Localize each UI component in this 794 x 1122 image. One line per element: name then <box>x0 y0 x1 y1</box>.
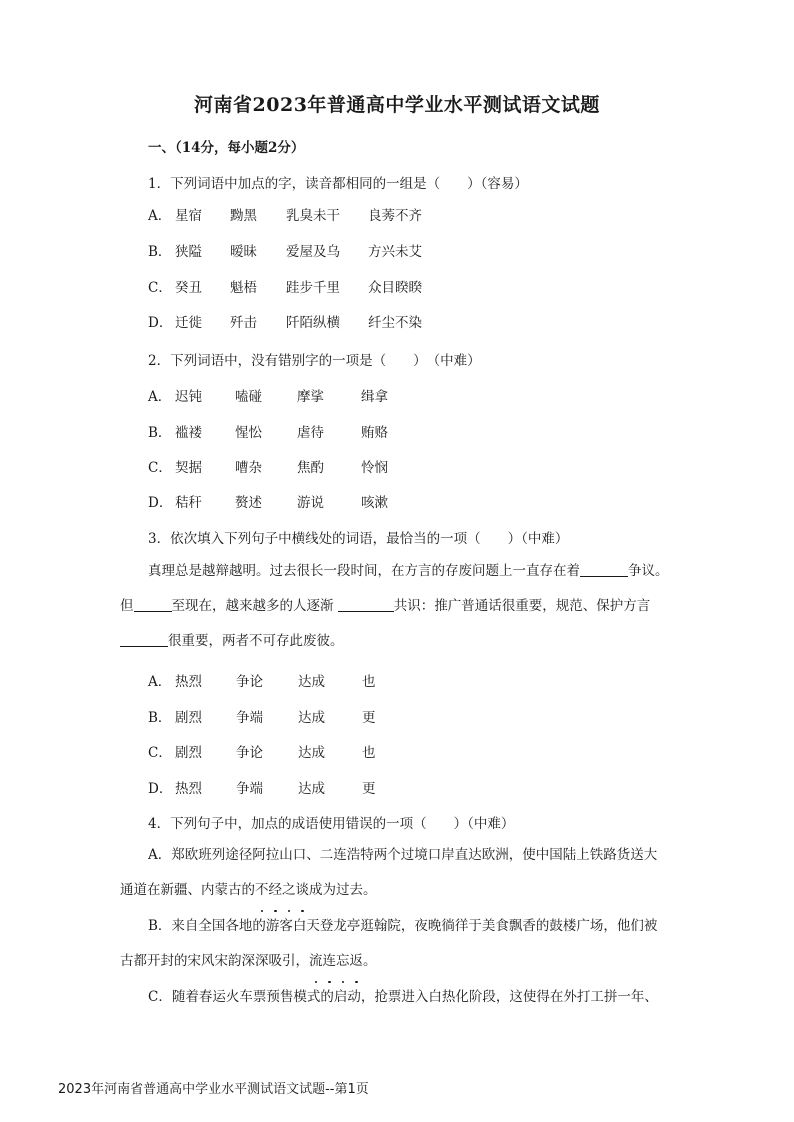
option-word: 达成 <box>298 710 325 726</box>
option-word: 游说 <box>297 495 324 511</box>
option-key: B． <box>148 425 172 441</box>
passage-text: 真理总是越辩越明。过去很长一段时间，在方言的存废问题上一直存在着 <box>148 563 580 579</box>
fill-blank <box>338 597 394 612</box>
dotted-char: 流 <box>309 944 323 979</box>
question-2-stem: 2．下列词语中，没有错别字的一项是（ ） （中难） <box>148 353 481 369</box>
option-word: 纤尘不染 <box>368 315 422 331</box>
option-word: 热烈 <box>175 781 202 797</box>
option-word: 缉拿 <box>361 389 388 405</box>
option-word: 剧烈 <box>175 710 202 726</box>
option-word: 嗑碰 <box>235 389 262 405</box>
option-key: C． <box>148 460 172 476</box>
q1-option-b <box>148 240 422 260</box>
fill-blank <box>120 632 168 647</box>
question-3-stem: 3．依次填入下列句子中横线处的词语，最恰当的一项（ ）（中难） <box>148 531 569 547</box>
q3-option-c <box>148 741 376 761</box>
option-key: D． <box>148 315 173 331</box>
passage-line <box>120 554 685 589</box>
passage-text: 至现在，越来越多的人逐渐 <box>171 598 338 614</box>
option-word: 达成 <box>298 781 325 797</box>
dotted-char: 忘 <box>336 944 350 979</box>
q1-option-c <box>148 276 422 296</box>
option-word: 虐待 <box>297 425 324 441</box>
option-key: C． <box>148 280 172 296</box>
option-word: 方兴未艾 <box>368 244 422 260</box>
q3-option-a <box>148 670 376 690</box>
q2-option-a <box>148 385 388 405</box>
passage-text: 共识：推广普通话很重要，规范、保护方言 <box>393 598 651 614</box>
passage-text: 通道在新疆、内蒙古的 <box>120 882 255 898</box>
dotted-char: 经 <box>269 873 283 908</box>
option-word: 跬步千里 <box>286 280 340 296</box>
option-word: 争端 <box>236 710 263 726</box>
passage-line <box>120 589 685 624</box>
option-word: 争端 <box>236 781 263 797</box>
option-key: C． <box>148 745 172 761</box>
option-word: 迁徙 <box>175 315 202 331</box>
page-footer: 2023年河南省普通高中学业水平测试语文试题--第1页 <box>58 1082 369 1097</box>
option-word: 争论 <box>236 745 263 761</box>
option-word: 良莠不齐 <box>368 208 422 224</box>
option-word: 嘈杂 <box>235 460 262 476</box>
passage-line: A．郑欧班列途径阿拉山口、二连浩特两个过境口岸直达欧洲，使中国陆上铁路货送大 <box>148 847 658 863</box>
question-1-stem: 1．下列词语中加点的字，读音都相同的一组是（ ）（容易） <box>148 176 528 192</box>
option-word: 星宿 <box>175 208 202 224</box>
option-word: 阡陌纵横 <box>286 315 340 331</box>
passage-line <box>120 624 685 659</box>
option-word: 咳漱 <box>361 495 388 511</box>
option-word: 赘述 <box>235 495 262 511</box>
dotted-char: 连 <box>323 944 337 979</box>
option-word: 怜悯 <box>361 460 388 476</box>
q1-option-a <box>148 204 422 224</box>
option-word: 秸秆 <box>175 495 202 511</box>
q4-option-c <box>120 980 685 1015</box>
option-word: 争论 <box>236 674 263 690</box>
dotted-char: 返 <box>350 944 364 979</box>
passage-text: 很重要，两者不可存此废彼。 <box>168 633 344 649</box>
option-word: 更 <box>362 710 376 726</box>
q3-option-d <box>148 777 376 797</box>
option-word: 也 <box>362 745 376 761</box>
q2-option-c <box>148 456 388 476</box>
option-word: 迟钝 <box>175 389 202 405</box>
option-word: 癸丑 <box>175 280 202 296</box>
option-word: 众目睽睽 <box>368 280 422 296</box>
passage-text: 成为过去。 <box>309 882 377 898</box>
passage-text: 。 <box>363 953 377 969</box>
option-word: 达成 <box>298 674 325 690</box>
passage-line: B．来自全国各地的游客白天登龙亭逛翰院，夜晚徜徉于美食飘香的鼓楼广场，他们被 <box>148 918 658 934</box>
option-key: A． <box>148 208 172 224</box>
q1-option-d <box>148 311 422 331</box>
q4-option-b <box>120 909 685 979</box>
option-word: 褴褛 <box>175 425 202 441</box>
option-key: B． <box>148 710 172 726</box>
option-word: 契据 <box>175 460 202 476</box>
passage-line: C．随着春运火车票预售模式的启动，抢票进入白热化阶段，这使得在外打工拼一年、 <box>148 989 658 1005</box>
option-key: A． <box>148 674 172 690</box>
option-word: 达成 <box>298 745 325 761</box>
option-word: 黝黑 <box>230 208 257 224</box>
passage-text: 争议。 <box>628 563 669 579</box>
passage-text: 古都开封的宋风宋韵深深吸引， <box>120 953 309 969</box>
q4-option-a <box>120 838 685 908</box>
option-word: 魁梧 <box>230 280 257 296</box>
option-word: 乳臭未干 <box>286 208 340 224</box>
q2-option-b <box>148 421 388 441</box>
option-word: 惺忪 <box>235 425 262 441</box>
page-title: 河南省2023年普通高中学业水平测试语文试题 <box>194 94 600 116</box>
passage-line <box>120 873 685 908</box>
question-4-stem: 4．下列句子中，加点的成语使用错误的一项（ ）（中难） <box>148 816 515 832</box>
dotted-char: 之 <box>282 873 296 908</box>
option-word: 歼击 <box>230 315 257 331</box>
option-word: 更 <box>362 781 376 797</box>
q2-option-d <box>148 491 388 511</box>
option-word: 爱屋及乌 <box>286 244 340 260</box>
dotted-char: 谈 <box>296 873 310 908</box>
option-word: 也 <box>362 674 376 690</box>
passage-line <box>120 944 685 979</box>
section-heading: 一、（14分，每小题2分） <box>148 140 305 156</box>
option-word: 焦酌 <box>297 460 324 476</box>
option-key: B． <box>148 244 172 260</box>
option-word: 热烈 <box>175 674 202 690</box>
option-word: 暧昧 <box>230 244 257 260</box>
q3-option-b <box>148 706 376 726</box>
option-word: 狭隘 <box>175 244 202 260</box>
option-key: D． <box>148 495 173 511</box>
passage-text: 但 <box>120 598 134 614</box>
option-word: 剧烈 <box>175 745 202 761</box>
option-word: 贿赂 <box>361 425 388 441</box>
fill-blank <box>134 597 172 612</box>
fill-blank <box>580 562 628 577</box>
option-key: D． <box>148 781 173 797</box>
option-word: 摩挲 <box>297 389 324 405</box>
option-key: A． <box>148 389 172 405</box>
question-3-passage <box>120 554 685 659</box>
dotted-char: 不 <box>255 873 269 908</box>
